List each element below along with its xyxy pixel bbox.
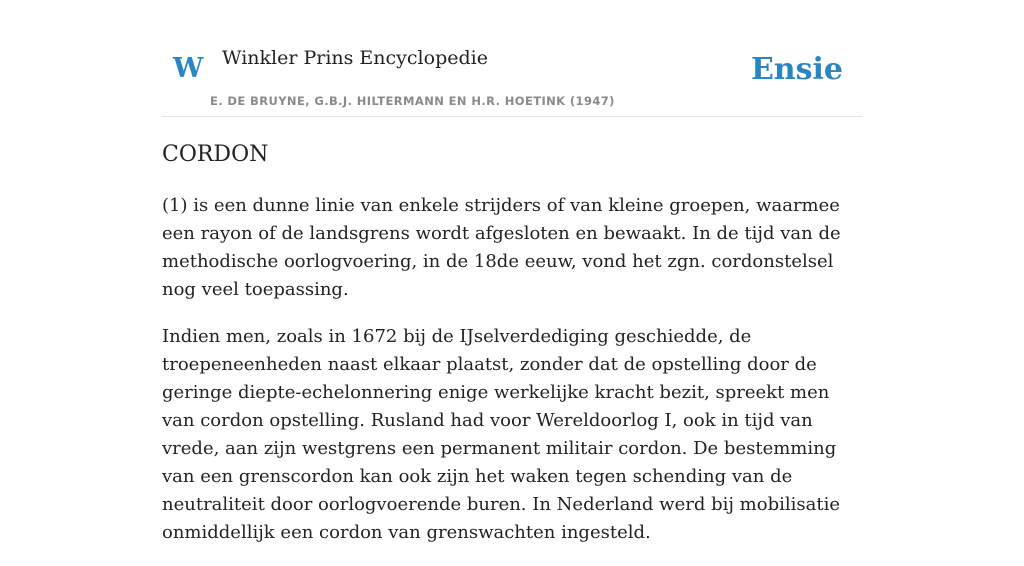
page bbox=[162, 0, 862, 543]
source-title[interactable]: Winkler Prins Encyclopedie bbox=[222, 47, 488, 69]
header bbox=[162, 0, 862, 117]
article-paragraph: (1) is een dunne linie van enkele strijders of van kleine groepen, waarmee een rayon of de landsgrens wordt afgesloten en bewaakt. In de tijd van de methodische oorlogvoering, in de 18de eeuw, vond het zgn. cordonstelsel nog veel toepassing. bbox=[162, 195, 841, 300]
source-authors: E. DE BRUYNE, G.B.J. HILTERMANN EN H.R. HOETINK (1947) bbox=[210, 94, 615, 108]
article-body bbox=[162, 192, 862, 566]
brand-logo[interactable]: Ensie bbox=[750, 52, 843, 87]
entry-title: CORDON bbox=[162, 142, 269, 167]
article-paragraph: Indien men, zoals in 1672 bij de IJselverdediging geschiedde, de troepeneenheden naast elkaar plaatst, zonder dat de opstelling door de geringe diepte-echelonnering enige werkelijke kracht bezit, spreekt men van cordon opstelling. Rusland had voor Wereldoorlog I, ook in tijd van vrede, aan zijn westgrens een permanent militair cordon. De bestemming van een grenscordon kan ook zijn het waken tegen schending van de neutraliteit door oorlogvoerende buren. In Nederland werd bij mobilisatie onmiddellijk een cordon van grenswachten ingesteld. bbox=[162, 326, 840, 543]
source-logo[interactable]: W bbox=[173, 53, 204, 84]
